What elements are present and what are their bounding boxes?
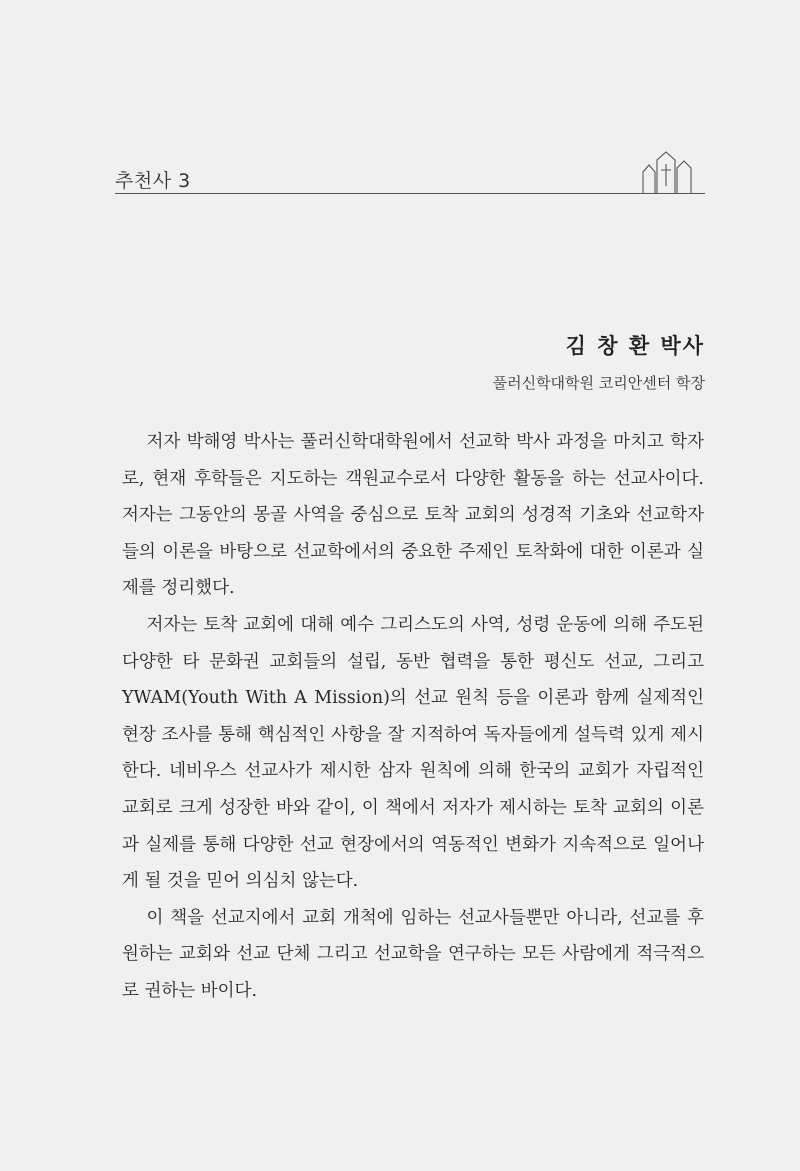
header-rule [115,193,705,194]
church-icon [639,150,699,194]
chapter-header [115,160,705,196]
chapter-title: 추천사 3 [115,170,191,192]
author-block [493,330,705,393]
author-affiliation: 풀러신학대학원 코리안센터 학장 [492,374,705,392]
body-text [122,424,704,1010]
paragraph: 저자는 토착 교회에 대해 예수 그리스도의 사역, 성령 운동에 의해 주도된 다양한 타 문화권 교회들의 설립, 동반 협력을 통한 평신도 선교, 그리고 YWAM(Youth With A Mission)의 선교 원칙 등을 이론과 함께 실제적인 현장 조사를 통해 핵심적인 사항을 잘 지적하여 독자들에게 설득력 있게 제시한다. 네비우스 선교사가 제시한 삼자 원칙에 의해 한국의 교회가 자립적인 교회로 크게 성장한 바와 같이, 이 책에서 저자가 제시하는 토착 교회의 이론과 실제를 통해 다양한 선교 현장에서의 역동적인 변화가 지속적으로 일어나게 될 것을 믿어 의심치 않는다. [122,614,704,892]
author-name: 김 창 환 박사 [565,334,705,358]
paragraph: 저자 박해영 박사는 풀러신학대학원에서 선교학 박사 과정을 마치고 학자로, 현재 후학들은 지도하는 객원교수로서 다양한 활동을 하는 선교사이다. 저자는 그동안의 몽골 사역을 중심으로 토착 교회의 성경적 기초와 선교학자들의 이론을 바탕으로 선교학에서의 중요한 주제인 토착화에 대한 이론과 실제를 정리했다. [122,432,704,599]
paragraph: 이 책을 선교지에서 교회 개척에 임하는 선교사들뿐만 아니라, 선교를 후원하는 교회와 선교 단체 그리고 선교학을 연구하는 모든 사람에게 적극적으로 권하는 바이다. [122,907,704,1001]
